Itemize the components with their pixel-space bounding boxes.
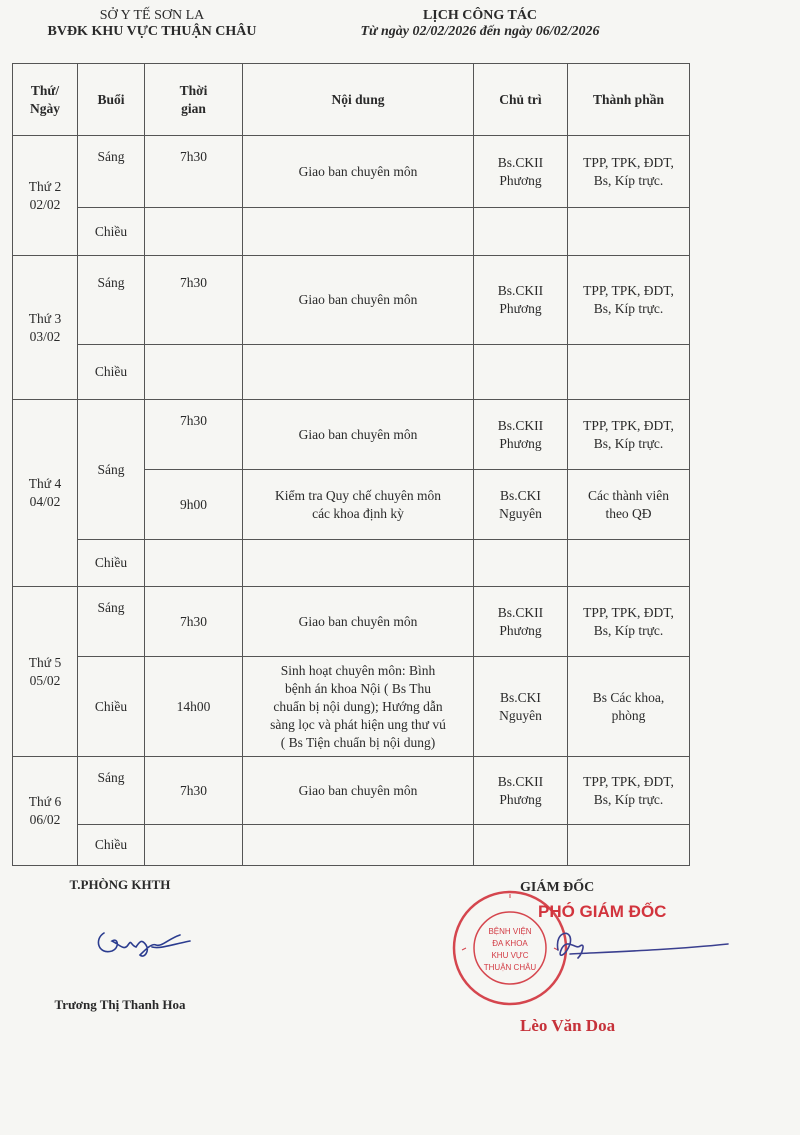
- table-row: [13, 587, 690, 657]
- content-cell: Giao ban chuyên môn: [243, 587, 474, 657]
- session-cell: Chiều: [78, 825, 145, 866]
- time-cell: 14h00: [145, 657, 243, 757]
- time-cell: 7h30: [145, 136, 243, 208]
- chair-cell: Bs.CKII Phương: [474, 256, 568, 345]
- content-cell: Giao ban chuyên môn: [243, 757, 474, 825]
- time-cell: 7h30: [145, 400, 243, 470]
- handwritten-signature: [90, 915, 200, 965]
- table-row: [13, 657, 690, 757]
- table-row: [13, 208, 690, 256]
- table-row: [13, 400, 690, 470]
- left-signer-role: T.PHÒNG KHTH: [69, 877, 171, 892]
- department-name: SỞ Y TẾ SƠN LA: [99, 8, 205, 23]
- session-cell: Sáng: [78, 256, 145, 345]
- session-cell: Chiều: [78, 657, 145, 757]
- day-cell: Thứ 6 06/02: [13, 757, 78, 866]
- content-cell: Giao ban chuyên môn: [243, 256, 474, 345]
- table-row: [13, 256, 690, 345]
- right-signer-subrole: PHÓ GIÁM ĐỐC: [538, 902, 667, 921]
- stamp-line: BỆNH VIỆN: [488, 927, 532, 936]
- schedule-table: [12, 63, 690, 866]
- left-signature-block: [20, 877, 220, 1012]
- chair-cell: Bs.CKI Nguyên: [474, 470, 568, 540]
- time-cell: 9h00: [145, 470, 243, 540]
- content-cell: Giao ban chuyên môn: [243, 400, 474, 470]
- right-signer-name: Lèo Văn Doa: [520, 1016, 616, 1035]
- members-cell: TPP, TPK, ĐDT, Bs, Kíp trực.: [568, 587, 690, 657]
- organization-name: BVĐK KHU VỰC THUẬN CHÂU: [47, 24, 257, 39]
- members-cell: Các thành viên theo QĐ: [568, 470, 690, 540]
- members-cell: TPP, TPK, ĐDT, Bs, Kíp trực.: [568, 757, 690, 825]
- table-header-row: [13, 64, 690, 136]
- content-cell: Giao ban chuyên môn: [243, 136, 474, 208]
- session-cell: Chiều: [78, 345, 145, 400]
- chair-cell: Bs.CKII Phương: [474, 587, 568, 657]
- col-content: Nội dung: [243, 64, 474, 136]
- members-cell: TPP, TPK, ĐDT, Bs, Kíp trực.: [568, 256, 690, 345]
- date-range: Từ ngày 02/02/2026 đến ngày 06/02/2026: [360, 24, 600, 39]
- members-cell: Bs Các khoa, phòng: [568, 657, 690, 757]
- content-cell: Kiểm tra Quy chế chuyên môn các khoa định kỳ: [243, 470, 474, 540]
- day-cell: Thứ 4 04/02: [13, 400, 78, 587]
- left-signer-name: Trương Thị Thanh Hoa: [54, 997, 186, 1012]
- session-cell: Sáng: [78, 136, 145, 208]
- table-row: [13, 825, 690, 866]
- col-members: Thành phần: [568, 64, 690, 136]
- col-time: Thời gian: [145, 64, 243, 136]
- chair-cell: Bs.CKII Phương: [474, 400, 568, 470]
- day-cell: Thứ 3 03/02: [13, 256, 78, 400]
- col-session: Buổi: [78, 64, 145, 136]
- stamp-line: THUẬN CHÂU: [483, 963, 537, 972]
- table-row: [13, 757, 690, 825]
- members-cell: TPP, TPK, ĐDT, Bs, Kíp trực.: [568, 136, 690, 208]
- header-left: [22, 8, 282, 40]
- document-title: LỊCH CÔNG TÁC: [422, 8, 538, 23]
- session-cell: Sáng: [78, 400, 145, 540]
- session-cell: Chiều: [78, 540, 145, 587]
- col-chair: Chủ trì: [474, 64, 568, 136]
- content-cell: Sinh hoạt chuyên môn: Bình bệnh án khoa Nội ( Bs Thu chuẩn bị nội dung); Hướng dẫn sàng lọc và phát hiện ung thư vú ( Bs Tiện chuẩn bị nội dung): [243, 657, 474, 757]
- handwritten-signature: [530, 920, 730, 970]
- time-cell: 7h30: [145, 757, 243, 825]
- right-signer-role: GIÁM ĐỐC: [520, 880, 595, 895]
- stamp-line: ĐA KHOA: [492, 939, 528, 948]
- table-row: [13, 540, 690, 587]
- table-row: [13, 345, 690, 400]
- session-cell: Sáng: [78, 757, 145, 825]
- session-cell: Chiều: [78, 208, 145, 256]
- col-day: Thứ/ Ngày: [13, 64, 78, 136]
- table-row: [13, 136, 690, 208]
- stamp-line: KHU VỰC: [491, 951, 529, 960]
- header-right: [330, 8, 630, 40]
- day-cell: Thứ 2 02/02: [13, 136, 78, 256]
- time-cell: 7h30: [145, 256, 243, 345]
- members-cell: TPP, TPK, ĐDT, Bs, Kíp trực.: [568, 400, 690, 470]
- chair-cell: Bs.CKI Nguyên: [474, 657, 568, 757]
- session-cell: Sáng: [78, 587, 145, 657]
- day-cell: Thứ 5 05/02: [13, 587, 78, 757]
- chair-cell: Bs.CKII Phương: [474, 757, 568, 825]
- time-cell: 7h30: [145, 587, 243, 657]
- chair-cell: Bs.CKII Phương: [474, 136, 568, 208]
